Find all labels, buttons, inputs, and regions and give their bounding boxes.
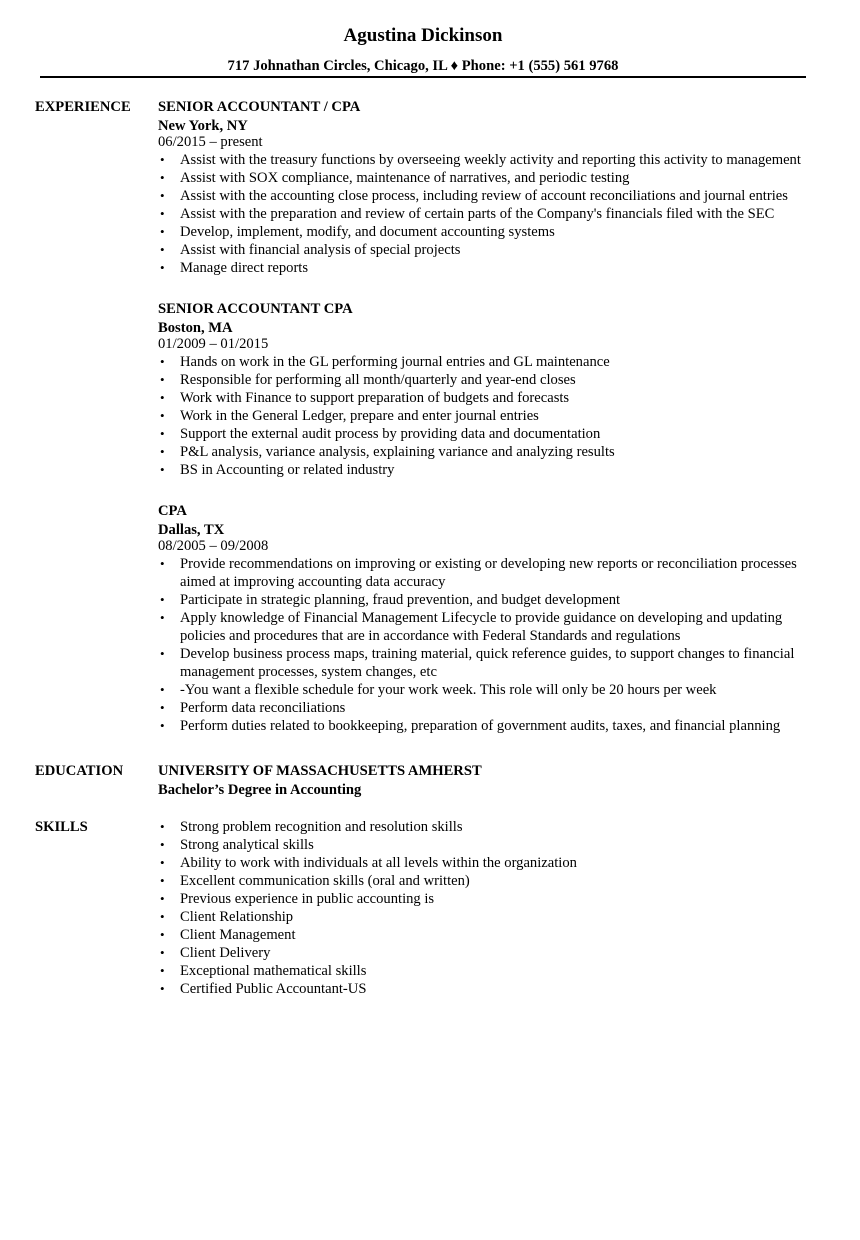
section-label-education: EDUCATION <box>35 763 124 779</box>
list-item: • Participate in strategic planning, fraud prevention, and budget development <box>158 591 818 609</box>
resume-header <box>40 24 806 75</box>
list-item: • Work with Finance to support preparation of budgets and forecasts <box>158 389 818 407</box>
skills-entry <box>158 818 818 998</box>
list-item: • Responsible for performing all month/quarterly and year-end closes <box>158 371 818 389</box>
job-entry <box>158 300 818 479</box>
list-item: • Excellent communication skills (oral and written) <box>158 872 818 890</box>
job-dates: 01/2009 – 01/2015 <box>158 336 269 352</box>
list-item: • Client Management <box>158 926 818 944</box>
candidate-name: Agustina Dickinson <box>343 25 503 46</box>
section-label-experience: EXPERIENCE <box>35 99 131 115</box>
list-item: • Ability to work with individuals at all levels within the organization <box>158 854 818 872</box>
list-item: • Certified Public Accountant-US <box>158 980 818 998</box>
job-bullets <box>158 353 818 479</box>
header-divider <box>40 76 806 78</box>
list-item: • Client Relationship <box>158 908 818 926</box>
list-item: • Manage direct reports <box>158 259 818 277</box>
list-item: • Provide recommendations on improving or existing or developing new reports or reconciliation processes aimed at improving accounting data accuracy <box>158 555 818 591</box>
list-item: • Previous experience in public accounting is <box>158 890 818 908</box>
job-title: SENIOR ACCOUNTANT / CPA <box>158 99 361 115</box>
list-item: • Work in the General Ledger, prepare and enter journal entries <box>158 407 818 425</box>
list-item: • Strong problem recognition and resolution skills <box>158 818 818 836</box>
section-label-skills: SKILLS <box>35 819 88 835</box>
list-item: • Develop business process maps, training material, quick reference guides, to support changes to financial management processes, system changes, etc <box>158 645 818 681</box>
job-title: CPA <box>158 503 187 519</box>
list-item: • Perform duties related to bookkeeping, preparation of government audits, taxes, and financial planning <box>158 717 818 735</box>
list-item: • Assist with the preparation and review of certain parts of the Company's financials filed with the SEC <box>158 205 818 223</box>
list-item: • Apply knowledge of Financial Management Lifecycle to provide guidance on developing and updating policies and procedures that are in accordance with Federal Standards and regulations <box>158 609 818 645</box>
job-location: Boston, MA <box>158 320 233 336</box>
list-item: • Assist with SOX compliance, maintenance of narratives, and periodic testing <box>158 169 818 187</box>
list-item: • Hands on work in the GL performing journal entries and GL maintenance <box>158 353 818 371</box>
job-location: Dallas, TX <box>158 522 225 538</box>
job-location: New York, NY <box>158 118 248 134</box>
school-name: UNIVERSITY OF MASSACHUSETTS AMHERST <box>158 763 482 779</box>
list-item: • Assist with financial analysis of special projects <box>158 241 818 259</box>
skills-list <box>158 818 818 998</box>
list-item: • Support the external audit process by providing data and documentation <box>158 425 818 443</box>
list-item: • Strong analytical skills <box>158 836 818 854</box>
list-item: • Assist with the accounting close process, including review of account reconciliations and journal entries <box>158 187 818 205</box>
list-item: • Client Delivery <box>158 944 818 962</box>
job-dates: 08/2005 – 09/2008 <box>158 538 269 554</box>
list-item: • BS in Accounting or related industry <box>158 461 818 479</box>
job-entry <box>158 502 818 735</box>
list-item: • Assist with the treasury functions by overseeing weekly activity and reporting this activity to management <box>158 151 818 169</box>
list-item: • -You want a flexible schedule for your work week. This role will only be 20 hours per week <box>158 681 818 699</box>
job-entry <box>158 98 818 277</box>
list-item: • Perform data reconciliations <box>158 699 818 717</box>
job-title: SENIOR ACCOUNTANT CPA <box>158 301 353 317</box>
degree: Bachelor’s Degree in Accounting <box>158 782 362 798</box>
contact-line: 717 Johnathan Circles, Chicago, IL ♦ Phone: +1 (555) 561 9768 <box>227 58 619 74</box>
job-bullets <box>158 555 818 735</box>
job-dates: 06/2015 – present <box>158 134 263 150</box>
list-item: • Exceptional mathematical skills <box>158 962 818 980</box>
education-entry <box>158 762 818 799</box>
job-bullets <box>158 151 818 277</box>
list-item: • P&L analysis, variance analysis, explaining variance and analyzing results <box>158 443 818 461</box>
list-item: • Develop, implement, modify, and document accounting systems <box>158 223 818 241</box>
